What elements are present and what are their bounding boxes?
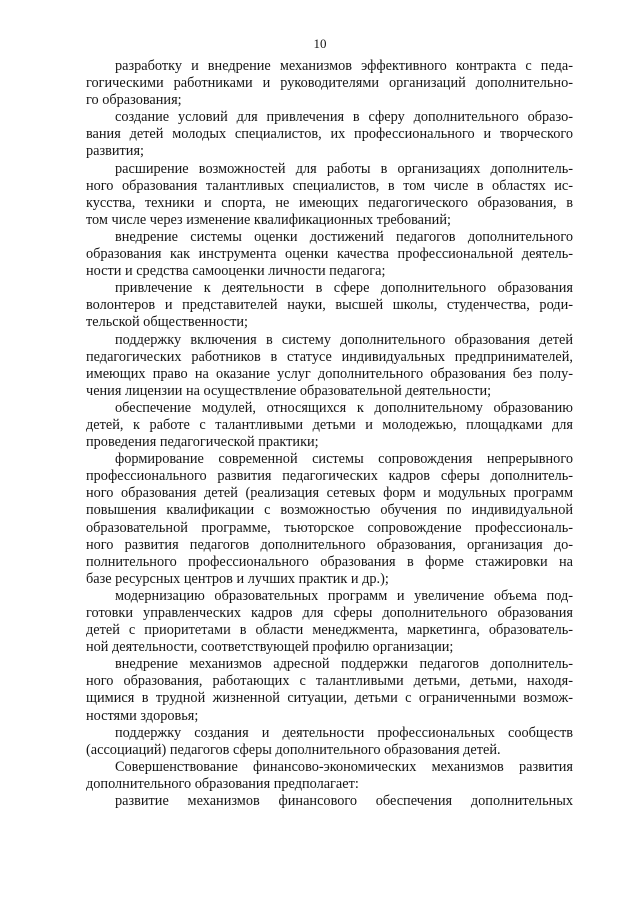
text-line: детей с приоритетами в области менеджмента, маркетинга, образователь- — [86, 622, 573, 639]
text-line: готовки управленческих кадров для сферы дополнительного образования — [86, 605, 573, 621]
paragraph — [86, 400, 573, 451]
paragraph — [86, 588, 573, 656]
text-line: обеспечение модулей, относящихся к дополнительному образованию — [115, 399, 573, 416]
text-line: развитие механизмов финансового обеспечения дополнительных — [115, 793, 573, 810]
text-line: вания детей молодых специалистов, их профессионального и творческого — [86, 126, 573, 143]
text-line: создание условий для привлечения в сферу дополнительного образо- — [115, 109, 573, 126]
text-line: ного образования талантливых специалистов, в том числе в областях ис- — [86, 177, 573, 194]
text-line: модернизацию образовательных программ и увеличение объема под- — [115, 587, 573, 604]
text-line: повышения квалификации с возможностью обучения по индивидуальной — [86, 502, 573, 519]
paragraph — [86, 759, 573, 793]
text-line: детей, к работе с талантливыми детьми и молодежью, площадками для — [86, 416, 573, 433]
text-line: имеющих право на оказание услуг дополнительного образования без полу- — [86, 365, 573, 382]
text-line: (ассоциаций) педагогов сферы дополнительного образования детей. — [86, 741, 501, 758]
text-line: базе ресурсных центров и лучших практик и др.); — [86, 570, 389, 587]
text-line: профессионального развития педагогических кадров сферы дополнитель- — [86, 468, 573, 485]
text-line: поддержку создания и деятельности профессиональных сообществ — [115, 724, 573, 741]
paragraph — [86, 793, 573, 810]
text-line: привлечение к деятельности в сфере дополнительного образования — [115, 280, 573, 297]
paragraph — [86, 109, 573, 160]
text-line: го образования; — [86, 92, 182, 109]
text-line: внедрение механизмов адресной поддержки педагогов дополнитель- — [115, 656, 573, 673]
text-line: кусства, техники и спорта, не имеющих педагогического образования, в — [86, 194, 573, 211]
text-line: том числе через изменение квалификационных требований; — [86, 211, 451, 228]
page-number: 10 — [313, 36, 327, 51]
paragraph — [86, 280, 573, 331]
text-line: ного образования детей (реализация сетевых форм и модульных программ — [86, 485, 573, 502]
body-text — [86, 58, 573, 810]
text-line: ностями здоровья; — [86, 707, 199, 724]
text-line: проведения педагогической практики; — [86, 434, 319, 451]
text-line: ного образования, работающих с талантливыми детьми, детьми, находя- — [86, 673, 573, 690]
text-line: дополнительного образования предполагает: — [86, 775, 359, 792]
text-line: тельской общественности; — [86, 314, 248, 331]
text-line: полнительного профессионального образования в форме стажировки на — [86, 553, 573, 570]
paragraph — [86, 161, 573, 229]
paragraph — [86, 656, 573, 724]
text-line: образовательной программе, тьюторское сопровождение профессиональ- — [86, 519, 573, 536]
paragraph — [86, 58, 573, 109]
text-line: чения лицензии на осуществление образовательной деятельности; — [86, 382, 492, 399]
text-line: ности и средства самооценки личности педагога; — [86, 263, 386, 280]
paragraph — [86, 229, 573, 280]
text-line: разработку и внедрение механизмов эффективного контракта с педа- — [115, 58, 573, 74]
text-line: щимися в трудной жизненной ситуации, детьми с ограниченными возмож- — [86, 690, 573, 707]
text-line: волонтеров и представителей науки, высшей школы, студенчества, роди- — [86, 297, 573, 314]
paragraph — [86, 332, 573, 400]
text-line: внедрение системы оценки достижений педагогов дополнительного — [115, 228, 573, 245]
text-line: образования как инструмента оценки качества профессиональной деятель- — [86, 246, 573, 263]
paragraph — [86, 725, 573, 759]
text-line: Совершенствование финансово-экономических механизмов развития — [115, 758, 573, 775]
paragraph — [86, 451, 573, 588]
text-line: развития; — [86, 143, 144, 160]
text-line: ного развития педагогов дополнительного образования, организация до- — [86, 536, 573, 553]
text-line: педагогических работников в статусе индивидуальных предпринимателей, — [86, 348, 573, 365]
text-line: формирование современной системы сопровождения непрерывного — [115, 451, 573, 468]
text-line: ной деятельности, соответствующей профилю организации; — [86, 639, 454, 656]
text-line: расширение возможностей для работы в организациях дополнитель- — [115, 160, 573, 177]
text-line: поддержку включения в систему дополнительного образования детей — [115, 331, 573, 348]
text-line: гогическими работниками и руководителями организаций дополнительно- — [86, 75, 573, 92]
